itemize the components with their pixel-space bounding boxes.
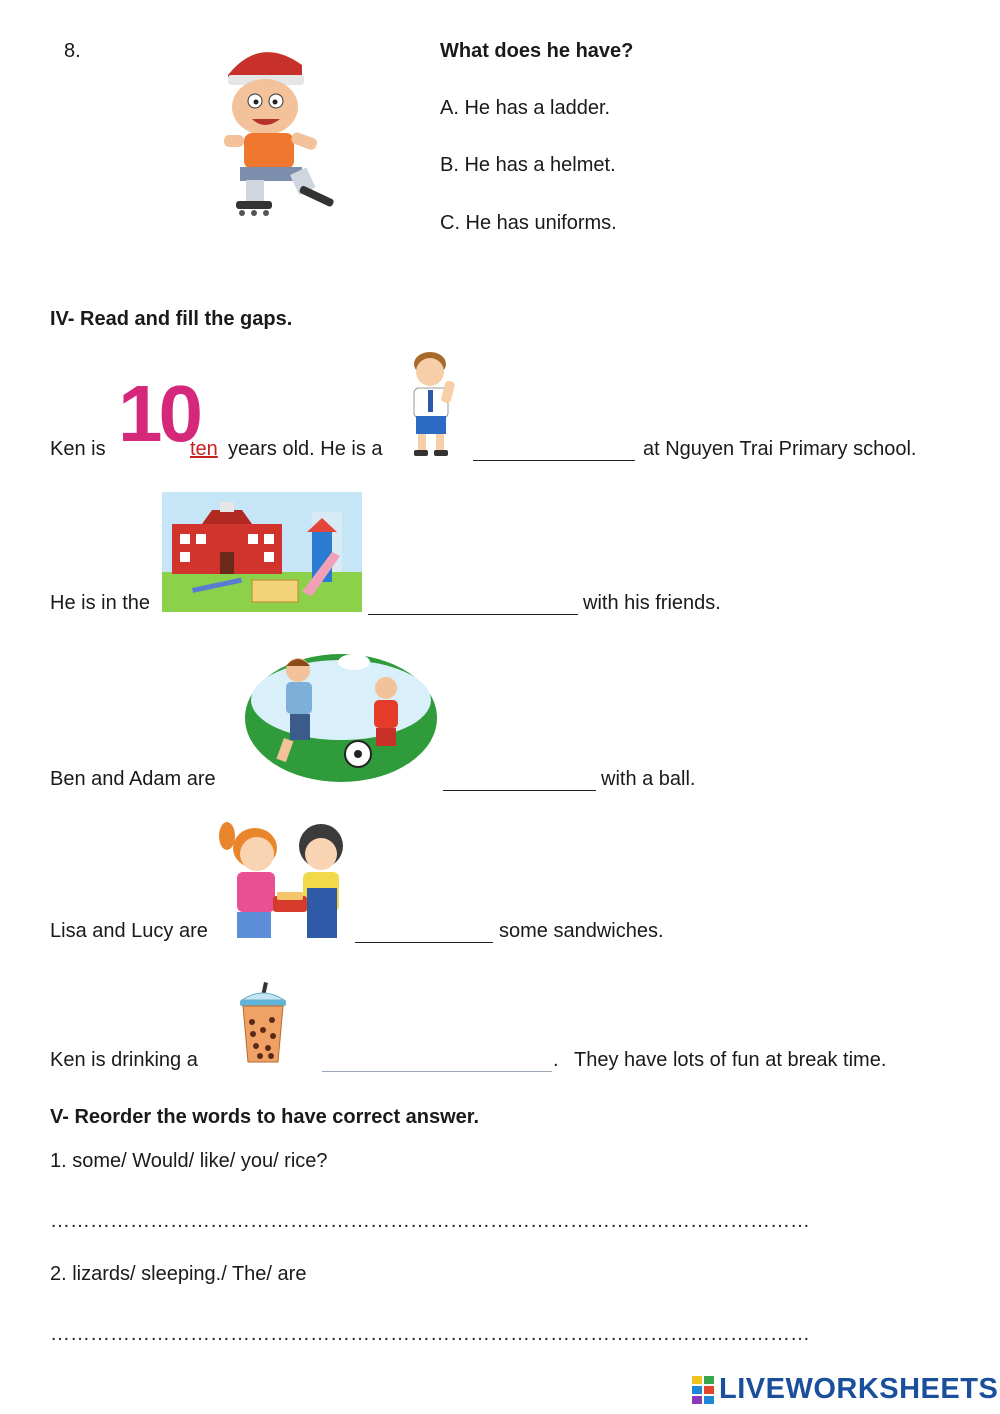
answer-line-1[interactable]: …………………………………………………………………………………………………… (50, 1210, 810, 1232)
question-number: 8. (64, 40, 81, 62)
schoolyard-image (162, 492, 362, 612)
sentence-start: Ben and Adam are (50, 768, 216, 790)
answer-line-2[interactable]: …………………………………………………………………………………………………… (50, 1323, 810, 1345)
girls-sandwiches-image (215, 818, 350, 943)
section-title: V- Reorder the words to have correct answer. (50, 1106, 480, 1128)
option-c[interactable]: C. He has uniforms. (440, 212, 617, 234)
option-b[interactable]: B. He has a helmet. (440, 154, 616, 176)
sentence-end: with a ball. (601, 768, 696, 790)
schoolboy-image (398, 350, 468, 460)
brand-name[interactable]: LIVEWORKSHEETS (719, 1373, 999, 1405)
sentence-end: at Nguyen Trai Primary school. (643, 438, 917, 460)
sentence-start: Lisa and Lucy are (50, 920, 208, 942)
sentence-end: They have lots of fun at break time. (574, 1049, 887, 1071)
blank-line-2[interactable] (368, 594, 578, 615)
sentence-middle: years old. He is a (228, 438, 383, 460)
question-text: What does he have? (440, 40, 634, 62)
sentence-start: He is in the (50, 592, 151, 614)
blank-line-1[interactable] (473, 440, 635, 461)
boys-playing-football-image (244, 648, 439, 783)
sentence-end: some sandwiches. (499, 920, 664, 942)
blank-line-4[interactable] (355, 922, 493, 943)
sentence-start: Ken is (50, 438, 106, 460)
section-title: IV- Read and fill the gaps. (50, 308, 293, 330)
period: . (553, 1049, 559, 1071)
boy-skater-image (210, 35, 345, 220)
sentence-end: with his friends. (583, 592, 721, 614)
liveworksheets-logo-icon (692, 1376, 716, 1404)
blank-line-3[interactable] (443, 770, 596, 791)
blank-line-5[interactable] (322, 1051, 552, 1072)
number-ten-image: 10 (118, 369, 199, 458)
reorder-item-2: 2. lizards/ sleeping./ The/ are (50, 1263, 307, 1285)
reorder-item-1: 1. some/ Would/ like/ you/ rice? (50, 1150, 328, 1172)
bubble-tea-image (238, 982, 288, 1067)
sentence-start: Ken is drinking a (50, 1049, 198, 1071)
option-a[interactable]: A. He has a ladder. (440, 97, 611, 119)
filled-answer: ten (190, 438, 218, 460)
